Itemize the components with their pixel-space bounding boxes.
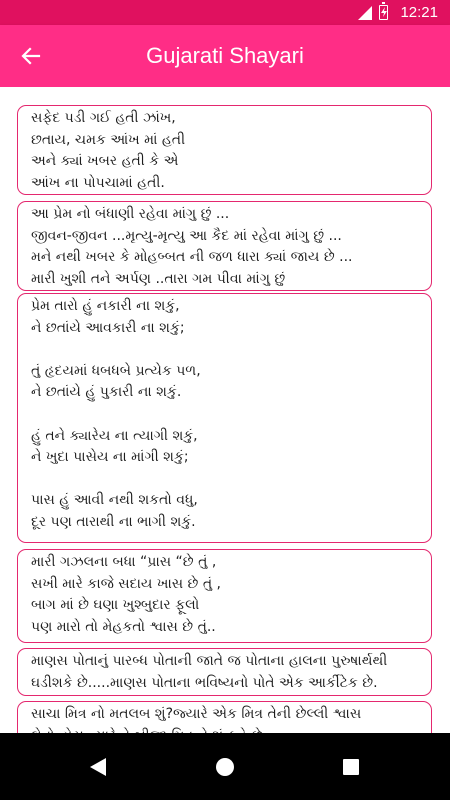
shayari-card[interactable]	[17, 549, 432, 643]
shayari-text: આ પ્રેમ નો બંધાણી રહેવા માંગુ છું ... જીવન-જીવન ...મૃત્યુ-મૃત્યુ આ કૈદ માં રહેવા માંગુ છું ... મને નથી ખબર કે મોહબ્બત ની જળ ધારા ક્યાં જાય છે ... મારી ખુશી તને અર્પણ ..તારા ગમ પીવા માંગુ છું	[31, 206, 353, 287]
shayari-card[interactable]	[17, 105, 432, 195]
status-bar	[0, 0, 450, 25]
arrow-left-icon	[21, 46, 41, 66]
navigation-bar	[0, 733, 450, 800]
shayari-card[interactable]	[17, 201, 432, 291]
battery-icon	[379, 5, 388, 20]
nav-back-button[interactable]	[82, 751, 114, 783]
shayari-card[interactable]	[17, 648, 432, 696]
signal-icon	[358, 6, 372, 20]
shayari-text: માણસ પોતાનું પારબ્ધ પોતાની જાતે જ પોતાના હાલના પુરુષાર્થથી ઘડીશકે છે.....માણસ પોતાના ભવિષ્યનો પોતે એક આર્કીટેક છે.	[31, 653, 388, 691]
status-time: 12:21	[400, 4, 438, 21]
shayari-text: સફેદ પડી ગઈ હતી ઝાંખ, છતાય, ચમક આંખ માં હતી અને ક્યાં ખબર હતી કે એ આંખ ના પોપચામાં હતી.	[31, 110, 186, 191]
square-recents-icon	[343, 759, 359, 775]
shayari-card[interactable]	[17, 293, 432, 543]
triangle-back-icon	[89, 757, 107, 777]
shayari-text: સાચા મિત્ર નો મતલબ શું?જ્યારે એક મિત્ર તેની છેલ્લી શ્વાસ	[31, 706, 362, 722]
circle-home-icon	[215, 757, 235, 777]
nav-home-button[interactable]	[209, 751, 241, 783]
back-button[interactable]	[10, 35, 52, 77]
shayari-text: પ્રેમ તારો હું નકારી ના શકું, ને છતાંયે આવકારી ના શકું; તું હૃદયમાં ધબધબે પ્રત્યેક પળ, ને છતાંયે હું પુકારી ના શકું. હું તને ક્યારેય ના ત્યાગી શકું, ને ખુદા પાસેય ના માંગી શકું; પાસ હું આવી નથી શકતો વધુ, દૂર પણ તારાથી ના ભાગી શકું.	[31, 298, 201, 530]
app-bar	[0, 25, 450, 87]
page-title: Gujarati Shayari	[146, 43, 304, 68]
shayari-list[interactable]	[0, 87, 450, 733]
charging-bolt-icon	[381, 7, 387, 17]
shayari-text: મારી ગઝલના બધા “પ્રાસ “છે તું , સખી મારે કાજે સદાય ખાસ છે તું , બાગ માં છે ઘણા ખુશ્બુદાર ફૂલો પણ મારો તો મેહકતો શ્વાસ છે તું..	[31, 554, 222, 635]
nav-recents-button[interactable]	[335, 751, 367, 783]
